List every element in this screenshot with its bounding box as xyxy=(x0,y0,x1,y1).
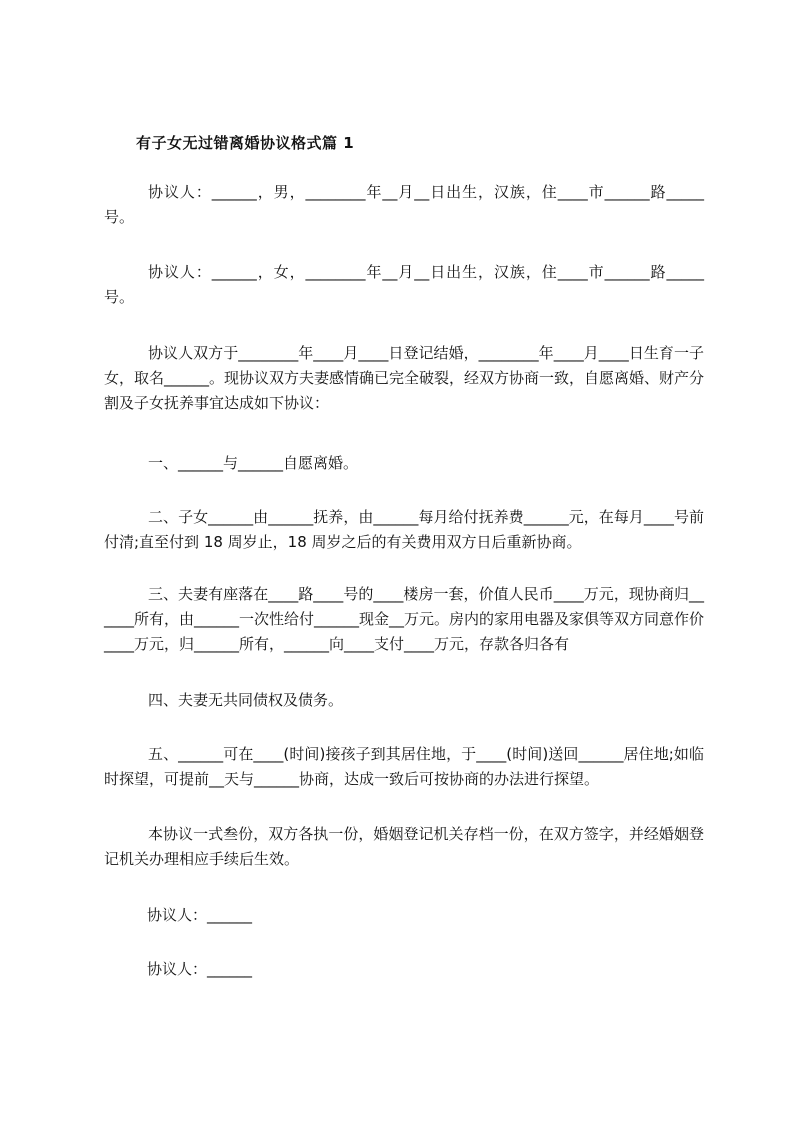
signature-line-two: 协议人：______ xyxy=(147,960,253,978)
party-one-paragraph: 协议人：______，男，________年__月__日出生，汉族，住____市______路_____号。 xyxy=(104,183,704,226)
party-two-paragraph: 协议人：______，女，________年__月__日出生，汉族，住____市______路_____号。 xyxy=(104,263,704,306)
clause-four-paragraph: 四、夫妻无共同债权及债务。 xyxy=(148,691,344,709)
clause-three-paragraph: 三、夫妻有座落在____路____号的____楼房一套，价值人民币____万元，现协商归______所有，由______一次性给付______现金__万元。房内的家用电器及家俱等双方同意作价____万元，归______所有，______向____支付____万元，存款各归各有 xyxy=(104,585,705,653)
marriage-info-paragraph: 协议人双方于________年____月____日登记结婚，________年____月____日生育一子女，取名______。现协议双方夫妻感情确已完全破裂，经双方协商一致，自愿离婚、财产分割及子女抚养事宜达成如下协议： xyxy=(104,344,705,412)
signature-line-one: 协议人：______ xyxy=(147,906,253,924)
clause-one-paragraph: 一、______与______自愿离婚。 xyxy=(148,454,359,472)
agreement-effect-paragraph: 本协议一式叁份，双方各执一份，婚姻登记机关存档一份，在双方签字，并经婚姻登记机关办理相应手续后生效。 xyxy=(104,825,704,868)
clause-two-paragraph: 二、子女______由______抚养，由______每月给付抚养费______元，在每月____号前付清;直至付到 18 周岁止，18 周岁之后的有关费用双方日后重新协商。 xyxy=(104,508,704,551)
clause-five-paragraph: 五、______可在____(时间)接孩子到其居住地，于____(时间)送回______居住地;如临时探望，可提前__天与______协商，达成一致后可按协商的办法进行探望。 xyxy=(104,745,704,788)
document-title: 有子女无过错离婚协议格式篇 1 xyxy=(136,134,355,152)
